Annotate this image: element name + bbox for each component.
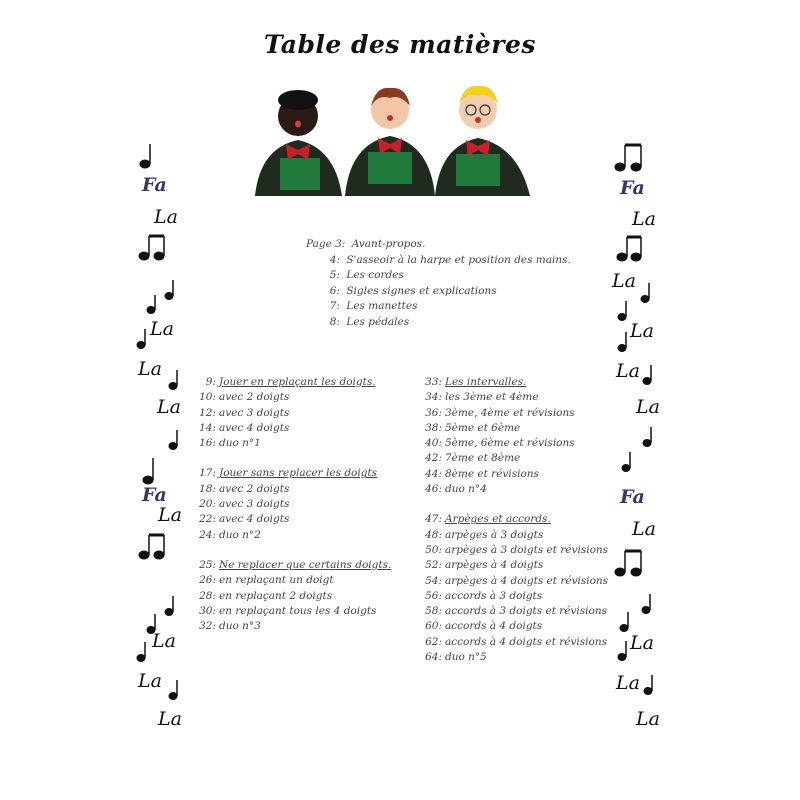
toc-item bbox=[198, 590, 391, 605]
toc-label: Les cordes bbox=[346, 269, 404, 281]
toc-label: avec 4 doigts bbox=[219, 421, 290, 434]
toc-label: accords à 3 doigts bbox=[445, 589, 543, 602]
toc-page-number: 50: bbox=[425, 543, 442, 556]
note-la: La bbox=[636, 708, 660, 730]
choir-illustration bbox=[250, 78, 540, 203]
toc-page-number: 44: bbox=[425, 467, 442, 480]
toc-item bbox=[198, 513, 391, 528]
toc-label: avec 2 doigts bbox=[219, 482, 290, 495]
toc-item bbox=[424, 483, 608, 498]
note-icon bbox=[618, 345, 626, 352]
note-icon bbox=[620, 625, 628, 632]
toc-page-number: 9: bbox=[205, 376, 216, 388]
toc-item bbox=[306, 285, 571, 301]
toc-label: 5ème et 6ème bbox=[445, 421, 521, 434]
toc-item bbox=[424, 575, 608, 590]
note-icon bbox=[143, 476, 153, 484]
toc-label: accords à 3 doigts et révisions bbox=[445, 605, 608, 618]
toc-item bbox=[198, 422, 391, 437]
note-la: La bbox=[616, 672, 640, 694]
note-fa: Fa bbox=[142, 484, 167, 506]
toc-label: avec 3 doigts bbox=[219, 498, 290, 511]
note-icon bbox=[169, 693, 177, 700]
note-icon bbox=[169, 443, 177, 450]
toc-label: arpèges à 4 doigts bbox=[445, 559, 544, 572]
toc-label: Les manettes bbox=[346, 300, 418, 312]
toc-item bbox=[198, 483, 391, 498]
toc-item bbox=[424, 422, 608, 437]
toc-page-number: 8: bbox=[329, 315, 340, 328]
toc-page-number: 18: bbox=[199, 482, 216, 495]
toc-label: duo n°4 bbox=[445, 483, 487, 496]
toc-page-number: 54: bbox=[425, 574, 442, 587]
toc-page-number: 33: bbox=[425, 376, 442, 388]
toc-page-number: 60: bbox=[425, 620, 442, 633]
toc-item bbox=[306, 254, 571, 270]
toc-label: avec 4 doigts bbox=[219, 513, 290, 526]
double-note-icon bbox=[617, 237, 641, 261]
toc-label: 3ème, 4ème et révisions bbox=[445, 406, 575, 419]
note-fa: Fa bbox=[620, 486, 645, 508]
toc-label: en replaçant un doigt bbox=[219, 574, 334, 587]
note-la: La bbox=[158, 708, 182, 730]
toc-item bbox=[198, 391, 391, 406]
toc-section-heading bbox=[424, 513, 608, 528]
note-la: La bbox=[632, 208, 656, 230]
double-note-icon bbox=[139, 535, 164, 559]
toc-page-number: 5: bbox=[329, 269, 340, 281]
toc-item bbox=[424, 407, 608, 422]
toc-item bbox=[424, 590, 608, 605]
toc-page-number: 14: bbox=[199, 421, 216, 434]
toc-item bbox=[198, 574, 391, 589]
note-la: La bbox=[158, 504, 182, 526]
note-icon bbox=[642, 607, 650, 614]
note-la: La bbox=[150, 318, 174, 340]
toc-page-number: 30: bbox=[199, 604, 216, 617]
note-la: La bbox=[154, 206, 178, 228]
toc-label: S'asseoir à la harpe et position des mains. bbox=[346, 253, 571, 266]
toc-page-number: 28: bbox=[199, 589, 216, 602]
toc-item bbox=[306, 316, 571, 332]
toc-section-heading bbox=[198, 559, 391, 574]
toc-label: avec 3 doigts bbox=[219, 406, 290, 419]
page-title: Table des matières bbox=[264, 30, 536, 59]
note-icon bbox=[643, 440, 651, 447]
toc-label: duo n°5 bbox=[445, 651, 487, 664]
toc-page-number: 26: bbox=[199, 574, 216, 587]
note-icon bbox=[140, 160, 150, 168]
toc-left-column bbox=[198, 376, 391, 635]
toc-intro-list bbox=[306, 238, 571, 331]
toc-section-heading bbox=[424, 376, 608, 391]
toc-item bbox=[306, 300, 571, 316]
note-la: La bbox=[616, 360, 640, 382]
toc-label: en replaçant tous les 4 doigts bbox=[219, 604, 377, 617]
toc-item bbox=[306, 238, 571, 254]
toc-right-column bbox=[424, 376, 608, 666]
toc-page-number: 38: bbox=[425, 421, 442, 434]
note-fa: Fa bbox=[620, 177, 645, 199]
toc-page-number: 64: bbox=[425, 651, 442, 664]
note-icon bbox=[137, 342, 145, 349]
note-icon bbox=[644, 688, 652, 695]
toc-page-number: 36: bbox=[425, 406, 442, 419]
toc-page-number: 48: bbox=[425, 528, 442, 541]
note-icon bbox=[643, 378, 651, 385]
toc-item bbox=[424, 452, 608, 467]
toc-page-number: 62: bbox=[425, 635, 442, 648]
toc-label: accords à 4 doigts et révisions bbox=[445, 635, 608, 648]
toc-label: duo n°2 bbox=[219, 528, 261, 541]
toc-page-number: 10: bbox=[199, 391, 216, 404]
toc-label: 8ème et révisions bbox=[445, 467, 539, 480]
toc-label: Jouer en replaçant les doigts. bbox=[219, 376, 376, 388]
toc-label: Jouer sans replacer les doigts bbox=[219, 467, 378, 480]
toc-item bbox=[424, 437, 608, 452]
toc-page-number: 22: bbox=[199, 513, 216, 526]
toc-page-number: 4: bbox=[329, 253, 340, 266]
section-spacer bbox=[198, 452, 391, 467]
section-spacer bbox=[198, 544, 391, 559]
toc-item bbox=[424, 620, 608, 635]
toc-section-heading bbox=[198, 376, 391, 391]
toc-item bbox=[424, 636, 608, 651]
toc-item bbox=[198, 529, 391, 544]
toc-label: arpèges à 3 doigts bbox=[445, 528, 544, 541]
toc-label: 7ème et 8ème bbox=[445, 452, 521, 465]
toc-label: duo n°1 bbox=[219, 437, 261, 450]
note-la: La bbox=[138, 670, 162, 692]
note-icon bbox=[618, 314, 626, 321]
note-icon bbox=[622, 465, 630, 472]
toc-label: arpèges à 4 doigts et révisions bbox=[445, 574, 609, 587]
section-spacer bbox=[424, 498, 608, 513]
choir-singer-left bbox=[255, 90, 342, 196]
note-icon bbox=[169, 383, 177, 390]
toc-item bbox=[424, 651, 608, 666]
toc-item bbox=[424, 559, 608, 574]
note-fa: Fa bbox=[142, 174, 167, 196]
note-la: La bbox=[632, 518, 656, 540]
toc-item bbox=[198, 407, 391, 422]
toc-page-number: 56: bbox=[425, 589, 442, 602]
toc-page-number: 32: bbox=[199, 620, 216, 633]
toc-page-number: 46: bbox=[425, 483, 442, 496]
toc-page-number: 20: bbox=[199, 498, 216, 511]
toc-item bbox=[198, 620, 391, 635]
note-icon bbox=[137, 655, 145, 662]
toc-page-number: 24: bbox=[199, 528, 216, 541]
double-note-icon bbox=[615, 551, 641, 576]
toc-page-number: 6: bbox=[329, 284, 340, 297]
note-la: La bbox=[630, 632, 654, 654]
toc-label: Les pédales bbox=[346, 315, 410, 328]
toc-label: Avant-propos. bbox=[351, 238, 426, 250]
choir-singer-right bbox=[435, 86, 530, 196]
note-la: La bbox=[612, 270, 636, 292]
note-icon bbox=[641, 296, 649, 303]
toc-page-number: 7: bbox=[329, 300, 340, 312]
toc-item bbox=[198, 437, 391, 452]
toc-item bbox=[424, 605, 608, 620]
note-icon bbox=[165, 293, 173, 300]
toc-item bbox=[424, 468, 608, 483]
toc-page-number: 12: bbox=[199, 406, 216, 419]
toc-page-number: 25: bbox=[199, 558, 216, 571]
note-la: La bbox=[138, 358, 162, 380]
choir-singer-middle bbox=[345, 88, 435, 196]
toc-item bbox=[424, 544, 608, 559]
toc-page-number: 40: bbox=[425, 437, 442, 450]
toc-section-heading bbox=[198, 467, 391, 482]
toc-page-number: 16: bbox=[199, 437, 216, 450]
toc-label: Arpèges et accords. bbox=[445, 513, 551, 526]
toc-item bbox=[198, 498, 391, 513]
toc-page-number: 58: bbox=[425, 605, 442, 618]
toc-page-number: 42: bbox=[425, 452, 442, 465]
toc-label: avec 2 doigts bbox=[219, 391, 290, 404]
toc-page-number: 17: bbox=[199, 467, 216, 480]
note-la: La bbox=[152, 630, 176, 652]
note-la: La bbox=[636, 396, 660, 418]
note-la: La bbox=[157, 396, 181, 418]
toc-label: accords à 4 doigts bbox=[445, 620, 543, 633]
note-la: La bbox=[630, 320, 654, 342]
toc-page-number: Page 3: bbox=[306, 238, 346, 250]
double-note-icon bbox=[615, 145, 641, 171]
toc-page-number: 47: bbox=[425, 513, 442, 526]
note-icon bbox=[618, 654, 626, 661]
toc-label: duo n°3 bbox=[219, 620, 261, 633]
toc-label: Ne replacer que certains doigts. bbox=[219, 558, 392, 571]
note-icon bbox=[165, 609, 173, 616]
toc-page-number: 52: bbox=[425, 559, 442, 572]
note-icon bbox=[147, 307, 155, 314]
toc-label: 5ème, 6ème et révisions bbox=[445, 437, 575, 450]
double-note-icon bbox=[139, 236, 164, 260]
toc-page-number: 34: bbox=[425, 391, 442, 404]
toc-item bbox=[424, 529, 608, 544]
toc-label: Les intervalles. bbox=[445, 376, 527, 388]
toc-item bbox=[424, 391, 608, 406]
toc-label: Sigles signes et explications bbox=[346, 284, 497, 297]
toc-label: arpèges à 3 doigts et révisions bbox=[445, 543, 609, 556]
toc-label: les 3ème et 4ème bbox=[445, 391, 539, 404]
toc-label: en replaçant 2 doigts bbox=[219, 589, 333, 602]
toc-item bbox=[198, 605, 391, 620]
toc-item bbox=[306, 269, 571, 285]
